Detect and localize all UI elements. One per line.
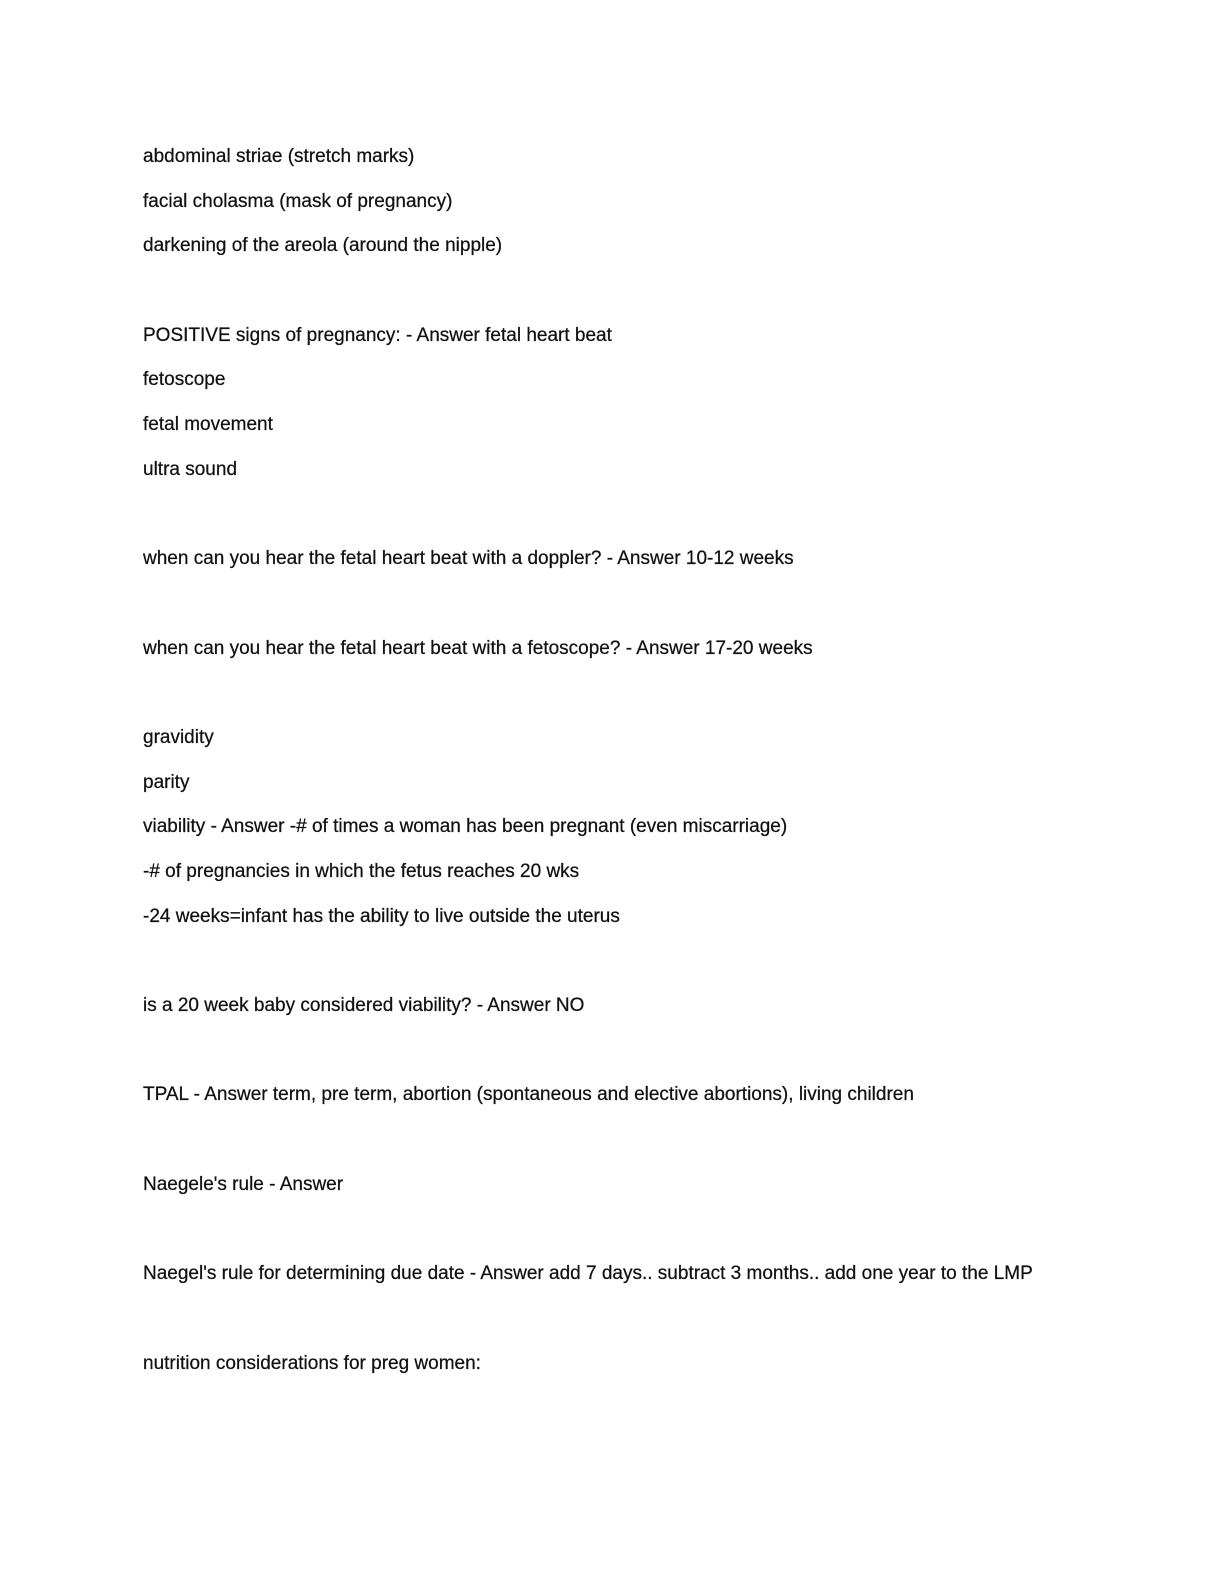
- text-line: -# of pregnancies in which the fetus reaches 20 wks: [143, 861, 580, 882]
- text-line: Naegele's rule - Answer: [143, 1173, 344, 1195]
- text-line: when can you hear the fetal heart beat with a fetoscope? - Answer 17-20 weeks: [143, 637, 813, 659]
- blank-line: [143, 1123, 1083, 1168]
- text-line: nutrition considerations for preg women:: [143, 1352, 481, 1374]
- blank-line: [143, 274, 1083, 319]
- text-line: ultra sound: [143, 458, 238, 480]
- text-line: is a 20 week baby considered viability? - Answer NO: [143, 995, 585, 1017]
- text-line: gravidity: [143, 726, 214, 748]
- text-paragraph: Naegel's rule for determining due date - Answer add 7 days.. subtract 3 months.. add one year to the LMP: [143, 1263, 1033, 1285]
- text-line: facial cholasma (mask of pregnancy): [143, 190, 453, 212]
- blank-line: [143, 944, 1083, 989]
- text-line: parity: [143, 771, 190, 793]
- blank-line: [143, 587, 1083, 632]
- text-line: fetoscope: [143, 369, 226, 391]
- blank-line: [143, 676, 1083, 721]
- text-line: darkening of the areola (around the nipple): [143, 235, 503, 257]
- text-line: viability - Answer -# of times a woman has been pregnant (even miscarriage): [143, 816, 788, 838]
- text-line: -24 weeks=infant has the ability to live outside the uterus: [143, 905, 620, 927]
- text-line: POSITIVE signs of pregnancy: - Answer fetal heart beat: [143, 324, 612, 346]
- text-line: abdominal striae (stretch marks): [143, 146, 415, 167]
- blank-line: [143, 1213, 1083, 1258]
- text-line: fetal movement: [143, 414, 273, 436]
- blank-line: [143, 1302, 1083, 1347]
- text-line: TPAL - Answer term, pre term, abortion (spontaneous and elective abortions), living children: [143, 1084, 914, 1106]
- blank-line: [143, 1034, 1083, 1079]
- blank-line: [143, 498, 1083, 543]
- text-line: when can you hear the fetal heart beat with a doppler? - Answer 10-12 weeks: [143, 548, 794, 570]
- document-body: [143, 140, 1083, 1391]
